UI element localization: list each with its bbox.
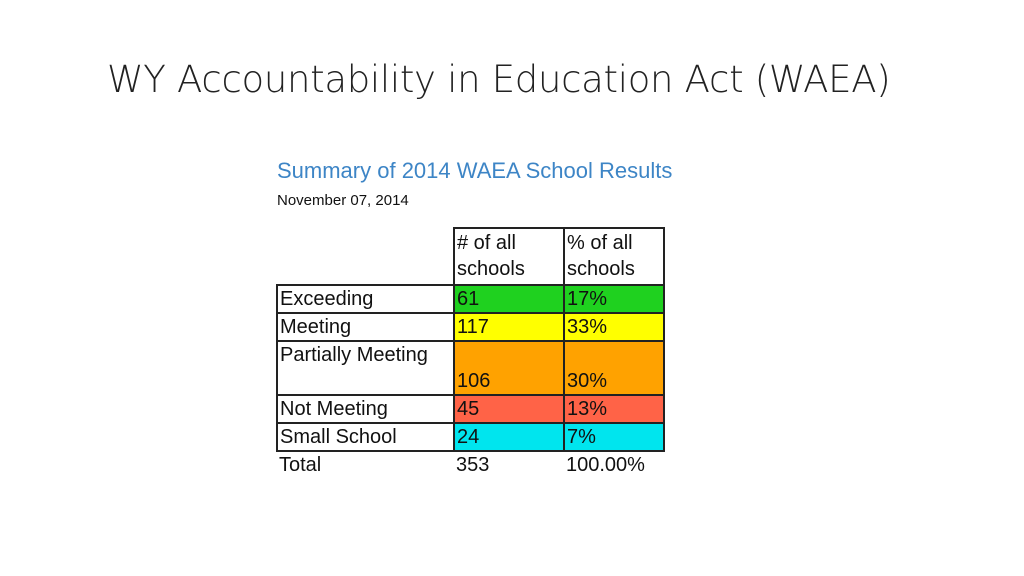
slide-title: WY Accountability in Education Act (WAEA) <box>107 58 891 101</box>
row-label: Not Meeting <box>277 395 454 423</box>
table-row <box>277 341 664 395</box>
table-row <box>277 313 664 341</box>
row-label: Meeting <box>277 313 454 341</box>
row-percent: 30% <box>564 341 664 395</box>
results-table <box>276 227 665 478</box>
row-percent: 33% <box>564 313 664 341</box>
header-count: # of all schools <box>454 228 564 285</box>
table-row <box>277 395 664 423</box>
header-blank-cell <box>277 228 454 285</box>
row-label: Exceeding <box>277 285 454 313</box>
row-count: 24 <box>454 423 564 451</box>
table-header-row <box>277 228 664 285</box>
table-row <box>277 423 664 451</box>
row-label: Partially Meeting <box>277 341 454 395</box>
summary-title: Summary of 2014 WAEA School Results <box>277 158 673 183</box>
row-count: 117 <box>454 313 564 341</box>
row-percent: 7% <box>564 423 664 451</box>
row-label: Small School <box>277 423 454 451</box>
row-percent: 13% <box>564 395 664 423</box>
total-percent: 100.00% <box>566 454 645 476</box>
total-count: 353 <box>456 454 490 476</box>
summary-date: November 07, 2014 <box>277 192 409 209</box>
total-label: Total <box>279 454 322 476</box>
row-count: 61 <box>454 285 564 313</box>
table-total-row <box>277 451 664 478</box>
row-count: 106 <box>454 341 564 395</box>
header-percent: % of all schools <box>564 228 664 285</box>
row-percent: 17% <box>564 285 664 313</box>
row-count: 45 <box>454 395 564 423</box>
table-row <box>277 285 664 313</box>
